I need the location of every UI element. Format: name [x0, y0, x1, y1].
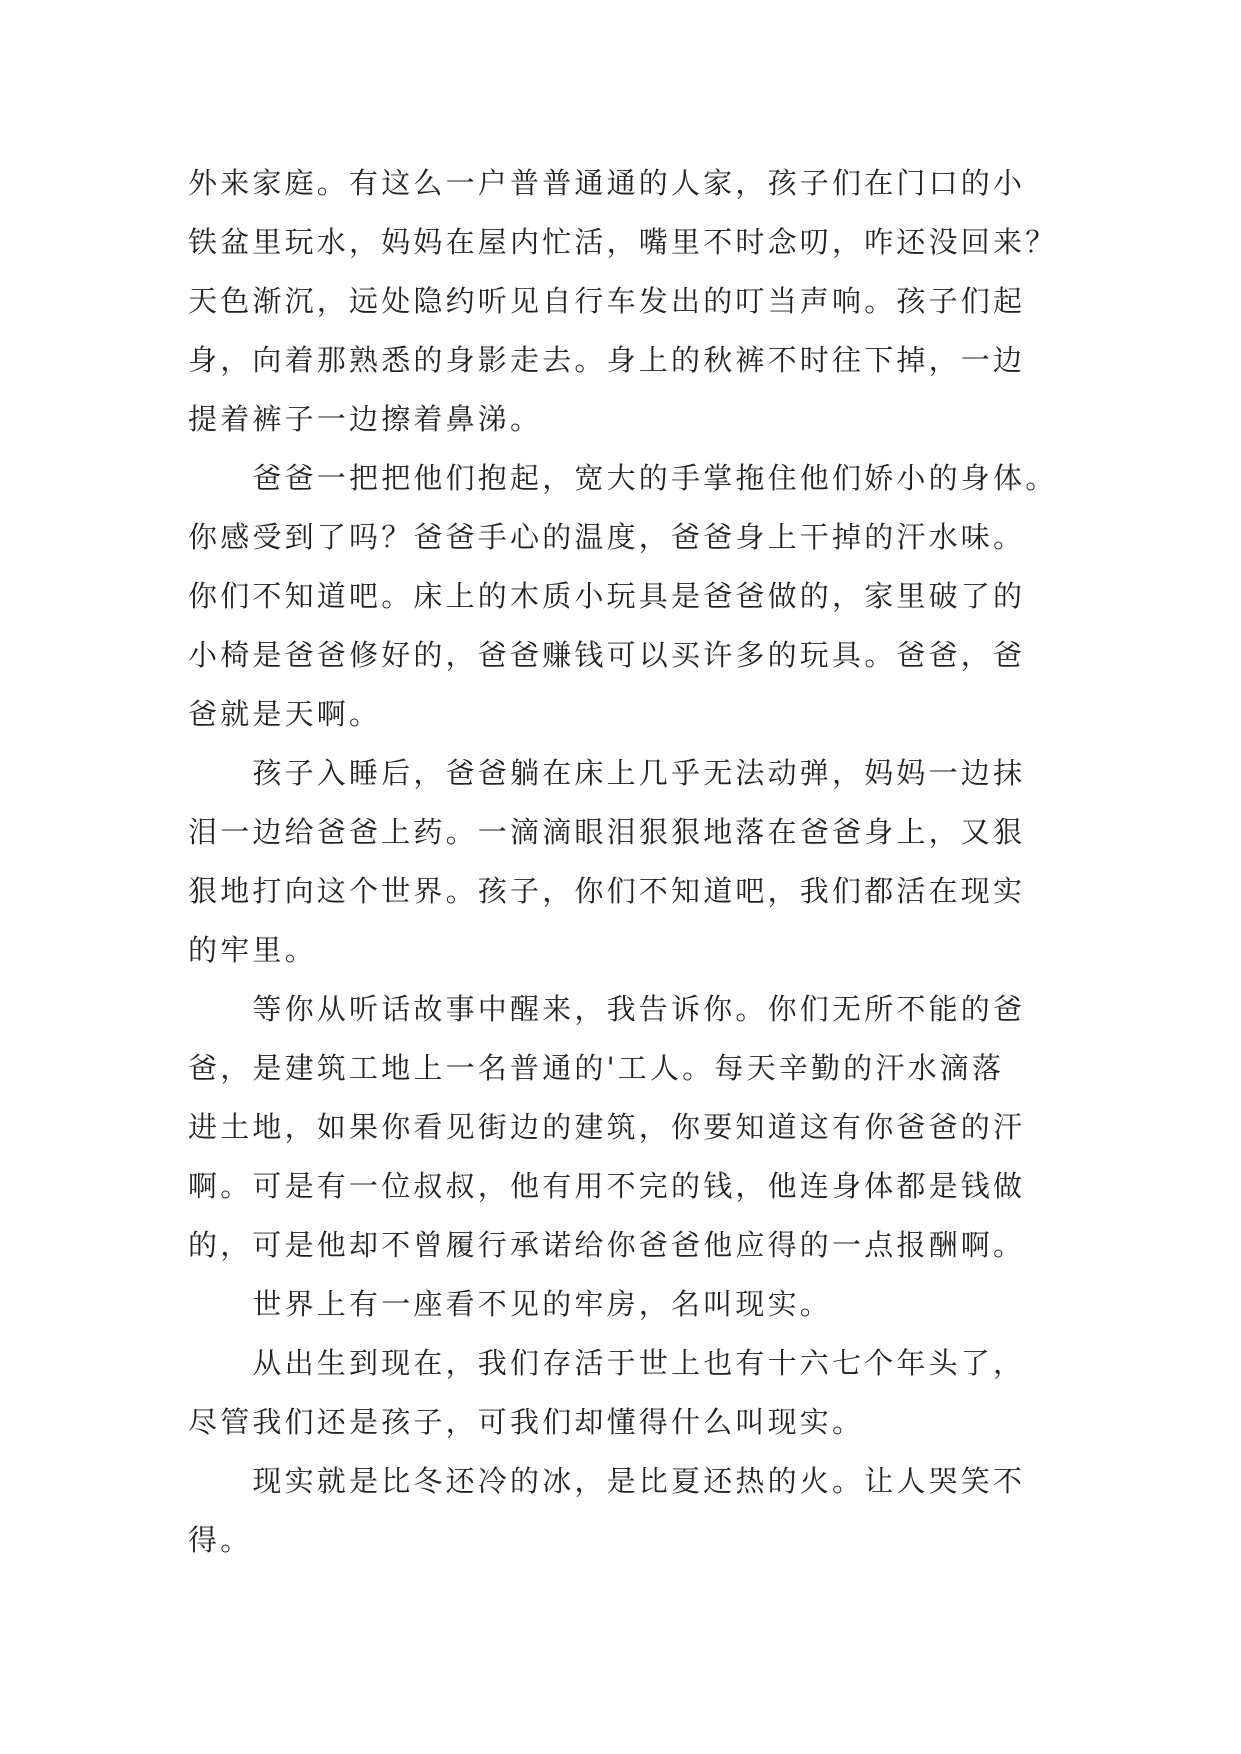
text-line: 从出生到现在，我们存活于世上也有十六七个年头了，	[188, 1346, 1026, 1380]
text-line: 你感受到了吗？爸爸手心的温度，爸爸身上干掉的汗水味。	[188, 520, 1026, 554]
text-line: 你们不知道吧。床上的木质小玩具是爸爸做的，家里破了的	[188, 579, 1026, 613]
text-line: 进土地，如果你看见街边的建筑，你要知道这有你爸爸的汗	[188, 1110, 1026, 1144]
text-line: 爸就是天啊。	[188, 697, 382, 731]
text-line: 狠地打向这个世界。孩子，你们不知道吧，我们都活在现实	[188, 874, 1026, 908]
text-line: 爸，是建筑工地上一名普通的'工人。每天辛勤的汗水滴落	[188, 1051, 1005, 1085]
text-line: 世界上有一座看不见的牢房，名叫现实。	[188, 1287, 833, 1321]
text-line: 啊。可是有一位叔叔，他有用不完的钱，他连身体都是钱做	[188, 1169, 1026, 1203]
text-line: 尽管我们还是孩子，可我们却懂得什么叫现实。	[188, 1405, 865, 1439]
text-line: 得。	[188, 1523, 253, 1557]
text-line: 泪一边给爸爸上药。一滴滴眼泪狠狠地落在爸爸身上，又狠	[188, 815, 1026, 849]
text-line: 等你从听话故事中醒来，我告诉你。你们无所不能的爸	[188, 992, 1026, 1026]
text-line: 天色渐沉，远处隐约听见自行车发出的叮当声响。孩子们起	[188, 284, 1026, 318]
text-line: 爸爸一把把他们抱起，宽大的手掌拖住他们娇小的身体。	[188, 461, 1058, 495]
text-line: 的牢里。	[188, 933, 317, 967]
text-line: 身，向着那熟悉的身影走去。身上的秋裤不时往下掉，一边	[188, 343, 1026, 377]
text-line: 小椅是爸爸修好的，爸爸赚钱可以买许多的玩具。爸爸，爸	[188, 638, 1026, 672]
text-line: 外来家庭。有这么一户普普通通的人家，孩子们在门口的小	[188, 166, 1026, 200]
text-line: 孩子入睡后，爸爸躺在床上几乎无法动弹，妈妈一边抹	[188, 756, 1026, 790]
document-body	[188, 154, 1068, 1570]
text-line: 的，可是他却不曾履行承诺给你爸爸他应得的一点报酬啊。	[188, 1228, 1026, 1262]
text-line: 现实就是比冬还冷的冰，是比夏还热的火。让人哭笑不	[188, 1464, 1026, 1498]
text-line: 提着裤子一边擦着鼻涕。	[188, 402, 543, 436]
text-line: 铁盆里玩水，妈妈在屋内忙活，嘴里不时念叨，咋还没回来？	[188, 225, 1058, 259]
